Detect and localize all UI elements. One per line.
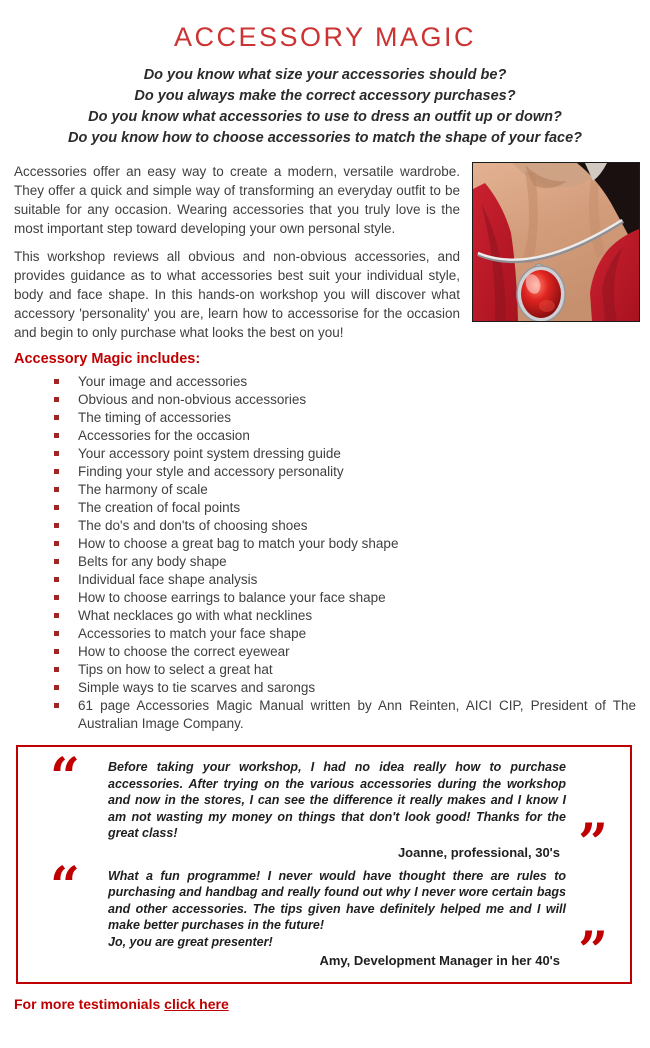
- list-item-label: Your accessory point system dressing guide: [78, 446, 341, 461]
- intro-section: [14, 162, 640, 733]
- list-item: [54, 571, 640, 589]
- list-item-label: The do's and don'ts of choosing shoes: [78, 518, 308, 533]
- list-item: [54, 391, 640, 409]
- list-item-label: 61 page Accessories Magic Manual written by Ann Reinten, AICI CIP, President of The Australian Image Company.: [78, 698, 636, 731]
- list-item-label: Obvious and non-obvious accessories: [78, 392, 307, 407]
- includes-heading: Accessory Magic includes:: [14, 351, 201, 367]
- intro-paragraph-2: This workshop reviews all obvious and non-obvious accessories, and provides guidance as to what accessories best suit your individual style, body and face shape. In this hands-on workshop you will discover what accessory 'personality' you are, learn how to accessorise for the occasion and begin to only purchase what looks the best on you!: [14, 249, 460, 340]
- list-item-label: Belts for any body shape: [78, 554, 227, 569]
- list-item: [54, 373, 640, 391]
- list-item-label: Accessories to match your face shape: [78, 626, 307, 641]
- question-line: Do you know how to choose accessories to match the shape of your face?: [67, 130, 583, 146]
- list-item: [54, 661, 640, 679]
- testimonial-1: [18, 747, 630, 874]
- list-item: [54, 607, 640, 625]
- list-item: [54, 589, 640, 607]
- list-item: [54, 625, 640, 643]
- list-item-label: Accessories for the occasion: [78, 428, 250, 443]
- list-item-label: How to choose earrings to balance your face shape: [78, 590, 386, 605]
- close-quote-icon: ”: [578, 812, 608, 874]
- open-quote-icon: “: [50, 855, 80, 917]
- close-quote-icon: ”: [578, 921, 608, 983]
- list-item-label: Finding your style and accessory personality: [78, 464, 344, 479]
- list-item-label: The timing of accessories: [78, 410, 232, 425]
- list-item: [54, 409, 640, 427]
- list-item: [54, 463, 640, 481]
- list-item-label: Your image and accessories: [78, 374, 248, 389]
- testimonial-box: [16, 745, 632, 984]
- footer-text: For more testimonials: [14, 996, 161, 1012]
- open-quote-icon: “: [50, 747, 80, 808]
- page-title: ACCESSORY MAGIC: [173, 22, 477, 52]
- list-item-label: Individual face shape analysis: [78, 572, 258, 587]
- list-item: [54, 445, 640, 463]
- list-item: [54, 679, 640, 697]
- flyer-page: [0, 22, 650, 1048]
- list-item: [54, 553, 640, 571]
- click-here-link[interactable]: click here: [164, 996, 229, 1012]
- list-item-label: Simple ways to tie scarves and sarongs: [78, 680, 316, 695]
- list-item-label: Tips on how to select a great hat: [78, 662, 273, 677]
- list-item: [54, 427, 640, 445]
- testimonial-text-line2: Jo, you are great presenter!: [108, 934, 273, 949]
- list-item-label: The creation of focal points: [78, 500, 241, 515]
- testimonial-attribution: Joanne, professional, 30's: [397, 844, 560, 860]
- intro-questions: [0, 65, 650, 149]
- list-item: [54, 499, 640, 517]
- list-item-label: What necklaces go with what necklines: [78, 608, 313, 623]
- testimonial-text: What a fun programme! I never would have thought there are rules to purchasing and handbag and really found out why I never wore certain bags and other accessories. The tips given have definitely helped me and I will make better purchases in the future!: [108, 868, 566, 932]
- list-item-label: How to choose a great bag to match your body shape: [78, 536, 399, 551]
- testimonial-attribution: Amy, Development Manager in her 40's: [319, 953, 560, 968]
- necklace-photo-graphic: [473, 163, 639, 321]
- question-line: Do you know what size your accessories should be?: [143, 67, 507, 83]
- list-item-label: The harmony of scale: [78, 482, 208, 497]
- testimonial-text: Before taking your workshop, I had no idea really how to purchase accessories. After trying on the various accessories during the workshop and now in the stores, I can see the difference it really makes and I know I am not wasting my money on things that don't look good! Thanks for the great class!: [108, 760, 566, 840]
- list-item: [54, 517, 640, 535]
- list-item: [54, 697, 640, 733]
- footer-testimonials: [14, 996, 650, 1012]
- model-photo: [472, 162, 640, 322]
- intro-paragraph-1: Accessories offer an easy way to create a modern, versatile wardrobe. They offer a quick and simple way of transforming an everyday outfit to be suitable for any occasion. Wearing accessories that you truly love is the most important step toward developing your own personal style.: [14, 164, 460, 236]
- list-item-label: How to choose the correct eyewear: [78, 644, 290, 659]
- list-item: [54, 535, 640, 553]
- list-item: [54, 643, 640, 661]
- testimonial-2: [18, 855, 630, 983]
- list-item: [54, 481, 640, 499]
- question-line: Do you know what accessories to use to dress an outfit up or down?: [88, 109, 562, 125]
- question-line: Do you always make the correct accessory purchases?: [134, 88, 516, 104]
- includes-list: [14, 373, 640, 733]
